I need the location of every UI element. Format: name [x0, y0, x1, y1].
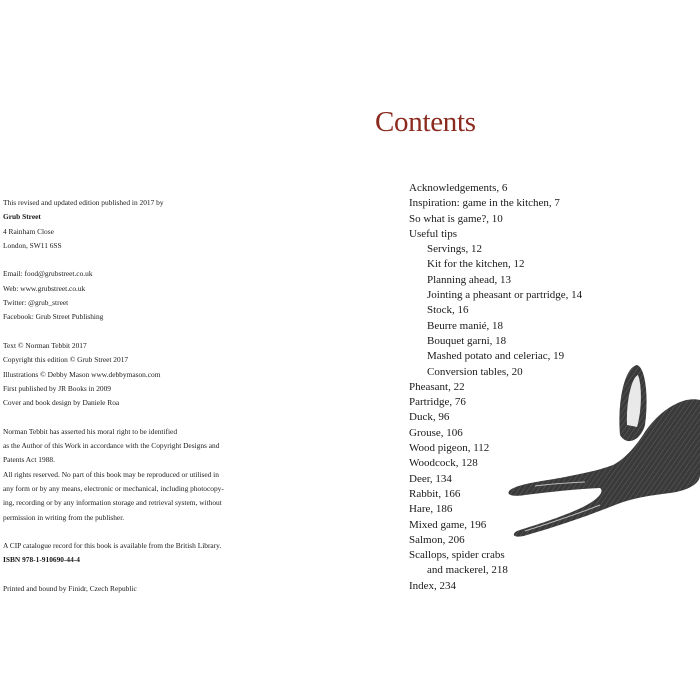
toc-subitem: Bouquet garni, 18 — [427, 334, 507, 347]
imprint-cip: A CIP catalogue record for this book is available from the British Library. — [3, 541, 222, 551]
toc-item: Scallops, spider crabs — [409, 549, 505, 562]
imprint-rights-3: ing, recording or by any information storage and retrieval system, without — [3, 498, 222, 508]
imprint-text-copyright: Text © Norman Tebbit 2017 — [3, 340, 87, 350]
imprint-block — [3, 196, 348, 596]
toc-item: Woodcock, 128 — [409, 457, 478, 470]
contents-title: Contents — [375, 106, 476, 138]
toc-item: Grouse, 106 — [409, 426, 463, 439]
imprint-edition: This revised and updated edition published in 2017 by — [3, 198, 164, 207]
imprint-illustrations: Illustrations © Debby Mason www.debbymason.com — [3, 369, 161, 379]
toc-item: Mixed game, 196 — [409, 518, 487, 531]
toc-item: Partridge, 76 — [409, 396, 466, 409]
toc-subitem: Planning ahead, 13 — [427, 273, 512, 286]
toc-item: Acknowledgements, 6 — [409, 182, 508, 194]
toc-subitem: and mackerel, 218 — [427, 564, 508, 577]
toc-item: So what is game?, 10 — [409, 212, 503, 225]
imprint-address-line-1: 4 Rainham Close — [3, 226, 54, 236]
imprint-email: Email: food@grubstreet.co.uk — [3, 269, 93, 279]
contents-page — [350, 0, 700, 700]
toc-item: Inspiration: game in the kitchen, 7 — [409, 197, 560, 210]
toc-subitem: Conversion tables, 20 — [427, 365, 523, 378]
imprint-design: Cover and book design by Daniele Roa — [3, 398, 120, 408]
imprint-rights-1: All rights reserved. No part of this book may be reproduced or utilised in — [3, 469, 219, 479]
hare-body — [508, 399, 700, 536]
imprint-moral-right-1: Norman Tebbit has asserted his moral right to be identified — [3, 426, 178, 436]
imprint-isbn: ISBN 978-1-910690-44-4 — [3, 555, 80, 565]
toc-item: Useful tips — [409, 227, 457, 240]
imprint-rights-4: permission in writing from the publisher. — [3, 512, 125, 522]
toc-item: Deer, 134 — [409, 472, 452, 485]
toc-subitem: Kit for the kitchen, 12 — [427, 258, 525, 271]
toc-subitem: Beurre manié, 18 — [427, 319, 504, 332]
imprint-moral-right-3: Patents Act 1988. — [3, 455, 55, 465]
imprint-moral-right-2: as the Author of this Work in accordance with the Copyright Designs and — [3, 441, 220, 451]
toc-item: Pheasant, 22 — [409, 380, 465, 393]
imprint-printed: Printed and bound by Finidr, Czech Republic — [3, 584, 137, 594]
toc-subitem: Mashed potato and celeriac, 19 — [427, 350, 565, 363]
toc-item: Index, 234 — [409, 579, 457, 592]
imprint-rights-2: any form or by any means, electronic or mechanical, including photocopy- — [3, 483, 224, 493]
toc-subitem: Jointing a pheasant or partridge, 14 — [427, 289, 583, 302]
imprint-first-published: First published by JR Books in 2009 — [3, 383, 111, 393]
imprint-address-line-2: London, SW11 6SS — [3, 240, 62, 250]
toc-item: Duck, 96 — [409, 411, 450, 424]
toc-item: Rabbit, 166 — [409, 487, 461, 500]
imprint-facebook: Facebook: Grub Street Publishing — [3, 312, 104, 322]
imprint-publisher: Grub Street — [3, 212, 41, 222]
hare-illustration — [505, 355, 700, 555]
toc-subitem: Stock, 16 — [427, 304, 469, 317]
toc-item: Hare, 186 — [409, 503, 453, 516]
toc-item: Salmon, 206 — [409, 533, 465, 546]
imprint-edition-copyright: Copyright this edition © Grub Street 2017 — [3, 355, 129, 365]
imprint-web: Web: www.grubstreet.co.uk — [3, 283, 86, 293]
imprint-twitter: Twitter: @grub_street — [3, 298, 69, 308]
toc-item: Wood pigeon, 112 — [409, 442, 490, 455]
toc-subitem: Servings, 12 — [427, 243, 482, 256]
